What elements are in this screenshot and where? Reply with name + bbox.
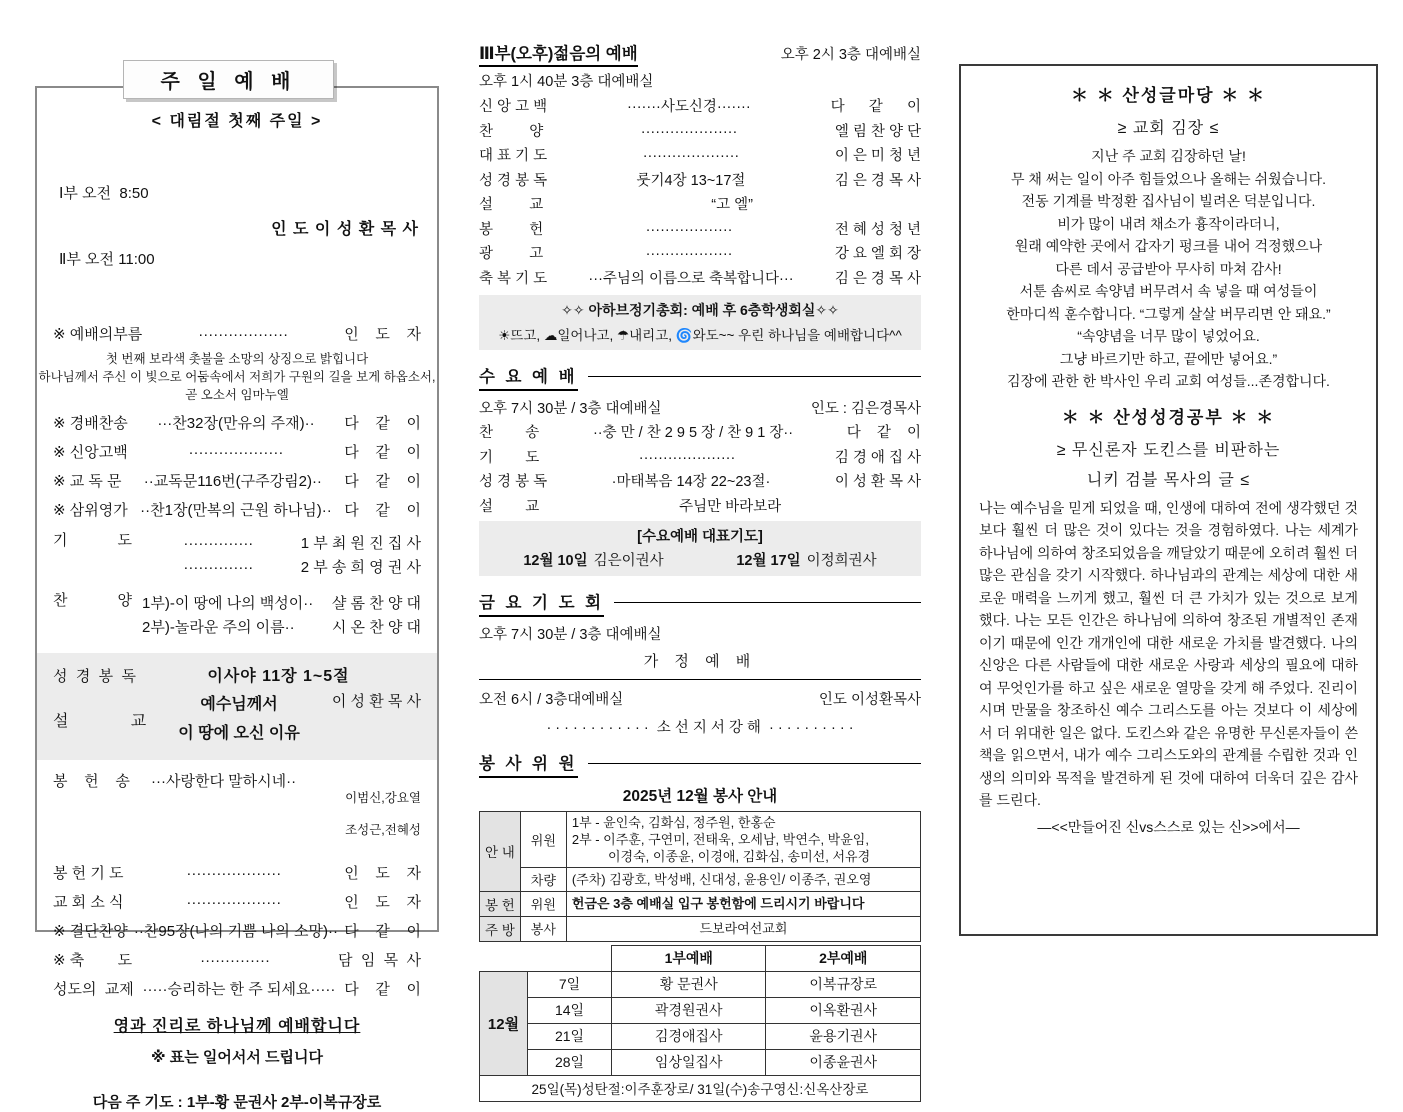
service-time-second: Ⅱ부 오전 11:00 [59, 251, 155, 268]
item-label: 봉 헌 [479, 221, 544, 238]
candle-note-line: 첫 번째 보라색 촛불을 소망의 상징으로 밝힙니다 [105, 352, 369, 366]
worship-order-row [37, 470, 437, 491]
worship-order-row [479, 218, 921, 239]
item-content: 주님만 바라보라 [679, 498, 782, 515]
item-person: 이 성 환 목 사 [834, 474, 921, 490]
item-content: “고 엘” [711, 197, 753, 213]
candle-note-line: 하나님께서 주신 이 빛으로 어둠속에서 저희가 구원의 길을 보게 하옵소서, [38, 370, 436, 384]
service-time-first: Ⅰ부 오전 8:50 [59, 185, 149, 202]
item-person: 김 경 애 집 사 [834, 449, 921, 466]
worship-order-row [479, 495, 921, 516]
worship-motto: 영과 진리로 하나님께 예배합니다 [113, 1018, 361, 1035]
candle-note-line: 곧 오소서 임마누엘 [185, 388, 289, 402]
praise-lines [132, 589, 421, 640]
item-label: 찬 양 [479, 123, 544, 140]
friday-header [479, 589, 921, 617]
worship-order-row [37, 978, 437, 999]
offering-note-cell: 헌금은 3층 예배실 입구 봉헌함에 드리시기 바랍니다 [566, 891, 920, 916]
rep-prayer-title: [수요예배 대표기도] [637, 528, 763, 545]
prayer-line [142, 532, 421, 553]
essay1-heading: ≥ 교회 김장 ≤ [1117, 120, 1220, 137]
item-content: ·······사도신경······· [627, 99, 751, 115]
standing-note: ※ 표는 일어서서 드립니다 [151, 1049, 323, 1066]
item-person: 인 도 자 [344, 326, 421, 343]
sunday-worship-panel [35, 86, 439, 1111]
sermon-title-line: 예수님께서 [200, 696, 278, 713]
singer-names-line: 이범신,강요열 [345, 791, 421, 805]
section-title: 봉 사 위 원 [479, 750, 578, 778]
service-time: 오전 6시 / 3층대예배실 [479, 691, 624, 708]
call-to-worship-row [37, 323, 437, 344]
table-row [480, 867, 921, 891]
item-dots: ·················· [198, 326, 289, 343]
item-person: 전 혜 성 청 년 [834, 221, 921, 238]
special-days-cell: 25일(목)성탄절:이주훈장로/ 31일(수)송구영신:신옥산장로 [480, 1075, 921, 1101]
item-person: 다 같 이 [344, 981, 421, 998]
person-cell: 윤용기권사 [766, 1023, 921, 1049]
worship-order-row [37, 920, 437, 941]
month-cell: 12월 [480, 971, 528, 1075]
category-cell: 봉 헌 [480, 891, 521, 916]
weather-praise-notice: ☀뜨고, ☁일어나고, ☂내리고, 🌀와도~~ 우린 하나님을 예배합니다^^ [498, 327, 902, 343]
item-content: ···················· [642, 148, 740, 164]
item-content: ···················· [640, 123, 738, 140]
item-label: 찬 양 [53, 592, 132, 609]
service-time: 오후 7시 30분 / 3층 대예배실 [479, 400, 662, 417]
worship-order-row [479, 470, 921, 491]
item-person: 다 같 이 [344, 502, 421, 519]
offering-song-row [37, 770, 437, 854]
table-row [480, 1049, 921, 1075]
item-label: 성 경 봉 독 [479, 474, 548, 490]
worship-order-row [37, 412, 437, 433]
item-person: 다 같 이 [344, 444, 421, 461]
advent-candle-notes [37, 350, 437, 404]
worship-order-row [479, 446, 921, 467]
item-content: ·················· [645, 221, 733, 238]
item-label: 광 고 [479, 246, 544, 262]
preacher-name: 이 성 환 목 사 [331, 693, 421, 710]
item-label: 대 표 기 도 [479, 148, 548, 164]
prayer-row [37, 529, 437, 580]
singer-names-line: 조성근,전혜성 [345, 823, 421, 837]
dawn-info-row [479, 688, 921, 709]
item-label: 찬 송 [479, 425, 540, 441]
header-rule [614, 602, 921, 603]
rep-prayer-date: 12월 10일 [523, 552, 588, 569]
subcategory-cell: 봉사 [520, 916, 566, 941]
person-cell: 이종윤권사 [766, 1049, 921, 1075]
header-rule [588, 763, 921, 764]
essay2-body: 나는 예수님을 믿게 되었을 때, 인생에 대하여 전에 생각했던 것보다 훨씬 더 많은 것이 있다는 것을 경험하였다. 나는 세계가 하나님에 의하여 창조되었음을 깨달았기 때문에 오히려 훨씬 더 많은 관심을 갖기 시작했다. 하나님과의 관계는 세상에 대한 새로운 매력을 느끼게 했고, 훨씬 더 큰 가치가 있는 것으로 보게 했다. 나는 모든 인간은 하나님에 의하여 창조된 개별적인 존재이기 때문에 인간 개개인에 대한 새로운 가치를 발견했다. 나의 신앙은 다른 사람들에 대한 새로운 사랑과 세상의 필요에 대하여 무엇인가를 하고 싶은 새로운 열망을 갖게 해 주었다. 진리이시며 만물을 창조하신 예수 그리스도를 아는 것보다 이 세상에서 더 위대한 일은 없다. 도킨스와 같은 유명한 무신론자들이 쓴 책을 읽으면서, 내가 예수 그리스도와의 관계를 수립한 것과 인생의 의미와 목적을 발견하게 된 것에 대하여 더욱더 깊은 감사를 드린다. [979, 499, 1358, 808]
person-cell: 이옥환권사 [766, 997, 921, 1023]
person-cell: 황 문권사 [612, 971, 766, 997]
item-person: 엘 림 찬 양 단 [834, 123, 921, 140]
rep-prayer-name: 이정희권사 [806, 552, 877, 569]
wednesday-rep-prayer-box [479, 521, 921, 576]
worship-order-row [479, 267, 921, 288]
table-row [480, 1023, 921, 1049]
names-cell: 1부 - 윤인숙, 김화심, 정주원, 한홍순 2부 - 이주훈, 구연미, 전태욱, 오세남, 박연수, 박윤임, 이경숙, 이종윤, 이경애, 김화심, 송미선, 서유경 [566, 811, 920, 867]
table-footer-row [480, 1075, 921, 1101]
volunteers-info-table [479, 811, 921, 942]
essay2-heading: 니키 검블 목사의 글 ≤ [1086, 471, 1251, 489]
item-label: ※ 교 독 문 [53, 473, 122, 490]
item-label: ※ 예배의부름 [53, 326, 143, 343]
table-row [480, 891, 921, 916]
item-content: ··················· [186, 865, 282, 882]
essay1-title: ＊ ＊ 산성글마당 ＊ ＊ [1070, 86, 1266, 105]
item-label: 축 복 기 도 [479, 270, 548, 287]
empty-cell [480, 945, 612, 971]
essay2-source: —<<만들어진 신vs스스로 있는 신>>에서— [1037, 818, 1300, 835]
praise-row [37, 589, 437, 640]
item-person: 다 같 이 [846, 425, 921, 441]
item-dots: ·············· [183, 559, 254, 576]
rep-prayer-entry [736, 549, 876, 570]
youth-service-title: Ⅲ부(오후)젊음의 예배 [479, 40, 638, 67]
offering-singers [317, 774, 421, 854]
item-label: ※ 축 도 [53, 952, 133, 969]
prayer-schedule-table [479, 945, 921, 1102]
service-leader: 인도 이성환목사 [818, 691, 921, 708]
item-person: 강 요 엘 회 장 [834, 246, 921, 262]
header-rule [588, 376, 921, 377]
essay2-title: ＊ ＊ 산성성경공부 ＊ ＊ [1061, 407, 1276, 427]
service-leader: 인도 : 김은경목사 [810, 400, 921, 417]
column-header: 2부예배 [766, 945, 921, 971]
item-content: ·············· [200, 952, 271, 969]
item-person: 김 은 경 목 사 [834, 270, 921, 287]
item-label: 성 경 봉 독 [53, 668, 136, 685]
prayer-lines [132, 529, 421, 580]
item-content: ··················· [186, 894, 282, 911]
table-row [480, 997, 921, 1023]
item-label: ※ 경배찬송 [53, 415, 128, 432]
item-label: 설 교 [479, 197, 544, 213]
day-cell: 14일 [528, 997, 612, 1023]
subcategory-cell: 위원 [520, 891, 566, 916]
item-content: 2부)-놀라운 주의 이름·· [142, 619, 295, 636]
person-cell: 임상일집사 [612, 1049, 766, 1075]
item-content: ··교독문116번(구주강림2)·· [143, 473, 322, 490]
category-cell: 안 내 [480, 811, 521, 891]
item-content: ··찬95장(나의 기쁨 나의 소망)·· [133, 923, 338, 940]
prayer-line [142, 556, 421, 577]
names-cell: 드보라여선교회 [566, 916, 920, 941]
volunteers-header [479, 750, 921, 778]
worship-order-row [479, 421, 921, 442]
worship-order-row [479, 120, 921, 141]
item-person: 다 같 이 [344, 473, 421, 490]
friday-info-row [479, 623, 921, 644]
worship-order-row [479, 169, 921, 190]
sunday-worship-title-box [123, 60, 334, 99]
middle-column [479, 40, 921, 1102]
person-cell: 김경애집사 [612, 1023, 766, 1049]
rep-prayer-row [487, 549, 913, 570]
column-header: 1부예배 [612, 945, 766, 971]
service-times [59, 139, 155, 315]
day-cell: 21일 [528, 1023, 612, 1049]
section-rule [479, 679, 921, 680]
item-label: 기 도 [479, 449, 540, 466]
praise-line [142, 616, 421, 637]
service-times-row [37, 139, 437, 315]
item-content: 룻기4장 13~17절 [636, 172, 746, 189]
page-title: 주 일 예 배 [160, 71, 297, 93]
wednesday-info-row [479, 397, 921, 418]
item-person: 다 같 이 [344, 415, 421, 432]
worship-order-row [37, 949, 437, 970]
rep-prayer-date: 12월 17일 [736, 552, 801, 569]
scripture-reference: 이사야 11장 1~5절 [207, 668, 350, 685]
item-label: ※ 신앙고백 [53, 444, 128, 461]
sermon-title [146, 690, 332, 748]
item-label: 성 경 봉 독 [479, 172, 548, 189]
day-cell: 7일 [528, 971, 612, 997]
item-person: 2 부 송 희 영 권 사 [300, 559, 421, 576]
item-content: ···주님의 이름으로 축복합니다··· [588, 270, 794, 287]
worship-order-row [479, 144, 921, 165]
worship-order-row [37, 441, 437, 462]
essay1-body: 지난 주 교회 김장하던 날! 무 채 써는 일이 아주 힘들었으나 올해는 쉬웠습니다. 전동 기계를 박정환 집사님이 빌려온 덕분입니다. 비가 많이 내려 채소가 흉작이라더니, 원래 예약한 곳에서 갑자기 펑크를 내어 걱정했으나 다른 데서 공급받아 무사히 마쳐 감사! 서툰 솜씨로 속양념 버무려서 속 넣을 때 여성들이 한마디씩 훈수합니다. “그렇게 살살 버무리면 안 돼요.” “속양념을 너무 많이 넣었어요. 그냥 바르기만 하고, 끝에만 넣어요.” 김장에 관한 한 박사인 우리 교회 여성들...존경합니다. [1006, 148, 1331, 389]
youth-notice-box [479, 295, 921, 350]
item-label: 봉 헌 기 도 [53, 865, 124, 882]
scripture-row [53, 663, 421, 686]
names-cell: (주차) 김광호, 박성배, 신대성, 윤용인/ 이종주, 권오영 [566, 867, 920, 891]
item-person: 인 도 자 [344, 865, 421, 882]
wednesday-service-section [479, 363, 921, 576]
item-person: 샬 롬 찬 양 대 [331, 595, 421, 612]
item-label: 성도의 교제 [53, 981, 134, 998]
rep-prayer-name: 김은이권사 [593, 552, 664, 569]
dawn-sermon-series: · · · · · · · · · · · · 소 선 지 서 강 해 · · · · · · · · · · [546, 719, 854, 736]
service-time: 오후 7시 30분 / 3층 대예배실 [479, 626, 662, 643]
youth-service-subplace: 오후 1시 40분 3층 대예배실 [479, 74, 654, 90]
sermon-title-line: 이 땅에 오신 이유 [178, 725, 300, 742]
subcategory-cell: 위원 [520, 811, 566, 867]
item-content: ··충 만 / 찬 2 9 5 장 / 찬 9 1 장·· [592, 425, 794, 441]
item-label: ※ 결단찬양 [53, 923, 128, 940]
youth-service-section [479, 40, 921, 350]
item-person: 1 부 최 원 진 집 사 [300, 535, 421, 552]
item-label: 교 회 소 식 [53, 894, 124, 911]
item-person: 이 은 미 청 년 [834, 148, 921, 164]
table-header-row [480, 945, 921, 971]
item-content: ···찬32장(만유의 주재)·· [157, 415, 315, 432]
item-label: 기 도 [53, 532, 132, 549]
item-label: 설 교 [479, 498, 540, 515]
subcategory-cell: 차량 [520, 867, 566, 891]
praise-line [142, 592, 421, 613]
worship-order-row [37, 891, 437, 912]
essay-panel [959, 64, 1378, 936]
section-title: 금 요 기 도 회 [479, 589, 604, 617]
friday-prayer-section [479, 589, 921, 671]
item-content: ·마태복음 14장 22~23절· [611, 474, 771, 490]
worship-order-row [479, 242, 921, 263]
table-row [480, 916, 921, 941]
person-cell: 이복규장로 [766, 971, 921, 997]
item-label: 설 교 [53, 712, 147, 730]
worship-order-row [37, 862, 437, 883]
item-label: 봉 헌 송 [53, 773, 130, 790]
youth-service-place: 오후 2시 3층 대예배실 [780, 47, 921, 63]
service-leader: 인 도 이 성 환 목 사 [271, 220, 419, 238]
item-content: ·····승리하는 한 주 되세요····· [142, 981, 336, 998]
section-title: 수 요 예 배 [479, 363, 578, 391]
item-content: ···사랑한다 말하시네·· [151, 773, 297, 790]
item-person: 다 같 이 [830, 99, 921, 115]
item-person: 인 도 자 [344, 894, 421, 911]
item-label: ※ 삼위영가 [53, 502, 128, 519]
wednesday-header [479, 363, 921, 391]
category-cell: 주 방 [480, 916, 521, 941]
item-dots: ·············· [183, 535, 254, 552]
home-worship-title: 가 정 예 배 [643, 652, 757, 670]
worship-order-row [479, 193, 921, 214]
scripture-sermon-box [37, 653, 437, 760]
item-person: 다 같 이 [344, 923, 421, 940]
ahav-meeting-notice: ✧✧ 아하브정기총회: 예배 후 6층학생회실✧✧ [561, 301, 839, 318]
dawn-service-section [479, 679, 921, 737]
item-content: ···················· [638, 449, 736, 466]
day-cell: 28일 [528, 1049, 612, 1075]
table-row [480, 971, 921, 997]
table-row [480, 811, 921, 867]
person-cell: 곽경원권사 [612, 997, 766, 1023]
item-content: 1부)-이 땅에 나의 백성이·· [142, 595, 314, 612]
worship-order-row [37, 499, 437, 520]
item-content: ··················· [188, 444, 284, 461]
item-person: 김 은 경 목 사 [834, 172, 921, 189]
item-label: 신 앙 고 백 [479, 99, 548, 115]
item-person: 시 온 찬 양 대 [331, 619, 421, 636]
volunteers-section [479, 750, 921, 1102]
next-week-prayer: 다음 주 기도 : 1부-황 문권사 2부-이복규장로 [92, 1094, 382, 1111]
item-content: ··찬1장(만복의 근원 하나님)·· [140, 502, 332, 519]
sermon-row [53, 690, 421, 748]
worship-order-row [479, 95, 921, 116]
advent-subtitle: < 대림절 첫째 주일 > [151, 113, 323, 130]
youth-service-header [479, 40, 921, 67]
essay2-heading: ≥ 무신론자 도킨스를 비판하는 [1056, 441, 1281, 459]
rep-prayer-entry [523, 549, 663, 570]
volunteers-table-title: 2025년 12월 봉사 안내 [622, 787, 778, 805]
item-content: ·················· [645, 246, 733, 262]
item-person: 담 임 목 사 [338, 952, 421, 969]
